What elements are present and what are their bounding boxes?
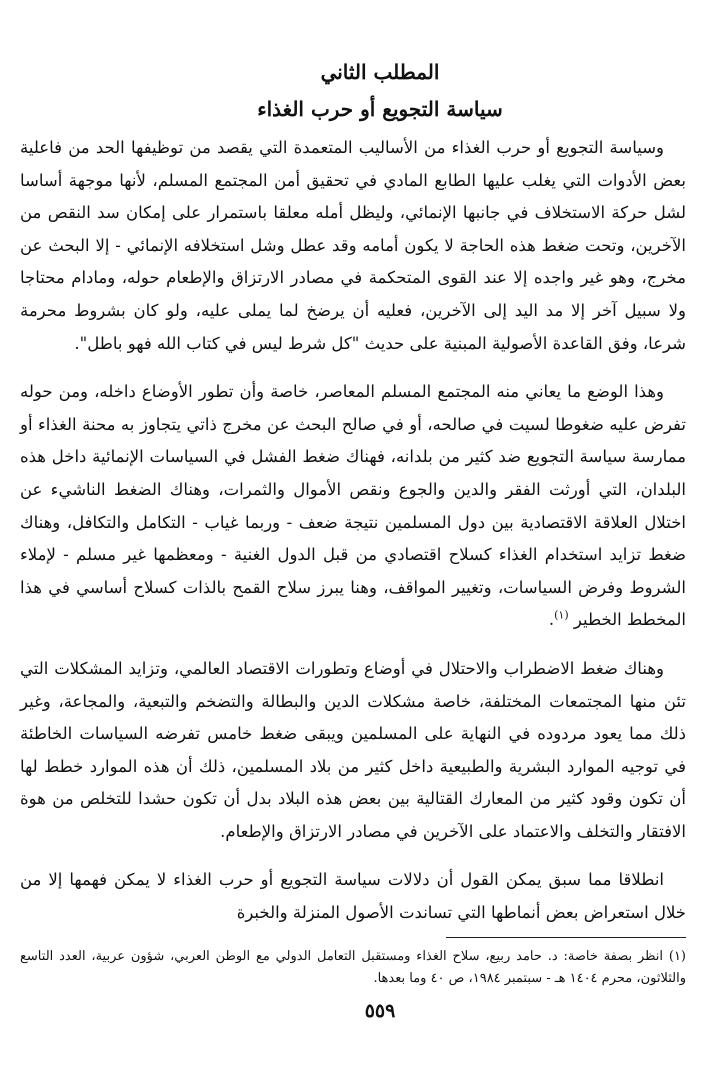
body-text	[20, 132, 686, 930]
paragraph-4: انطلاقا مما سبق يمكن القول أن دلالات سياسة التجويع أو حرب الغذاء لا يمكن فهمها إلا من خلال استعراض بعض أنماطها التي تساندت الأصول المنزلة والخبرة	[20, 870, 686, 923]
footnote-marker: (١)	[554, 608, 569, 622]
page-number: ٥٥٩	[364, 1000, 396, 1022]
footnote: (١) انظر بصفة خاصة: د. حامد ربيع، سلاح الغذاء ومستقبل التعامل الدولي مع الوطن العربي، شؤون عربية، العدد التاسع والثلاثون، محرم ١٤٠٤ هـ - سبتمبر ١٩٨٤، ص ٤٠ وما بعدها.	[20, 949, 686, 986]
footnote-divider	[446, 937, 686, 938]
paragraph-3: وهناك ضغط الاضطراب والاحتلال في أوضاع وتطورات الاقتصاد العالمي، وتزايد المشكلات التي تئن منها المجتمعات المختلفة، خاصة مشكلات الدين والبطالة والتضخم والتبعية، والمجاعة، وغير ذلك مما يعود مردوده في النهاية على المسلمين ويبقى ضغط خامس تفرضه السياسات الخاطئة في توجيه الموارد البشرية والطبيعية داخل كثير من بلاد المسلمين، ذلك أن هذه الموارد خطط لها أن تكون وقود كثير من المعارك القتالية بين بعض هذه البلاد بدل أن تكون حشدا للتخلص من هوة الافتقار والتخلف والاعتماد على الآخرين في مصادر الارتزاق والإطعام.	[20, 658, 686, 841]
section-title: سياسة التجويع أو حرب الغذاء	[257, 97, 503, 121]
paragraph-1: وسياسة التجويع أو حرب الغذاء من الأساليب المتعمدة التي يقصد من توظيفها الحد من فاعلية بعض الأدوات التي يغلب عليها الطابع المادي في تحقيق أمن المجتمع المسلم، لأنها موجهة أساسا لشل حركة الاستخلاف في جانبها الإنمائي، وليظل أمله معلقا باستمرار على إمكان سد النقص من الآخرين، وتحت ضغط هذه الحاجة لا يكون أمامه وقد عطل وشل استخلافه الإنمائي - إلا البحث عن مخرج، وهو غير واجده إلا عند القوى المتحكمة في مصادر الارتزاق والإطعام حوله، ومادام محتاجا ولا سبيل آخر إلا مد اليد إلى الآخرين، فعليه أن يرضخ لما يملى عليه، ولو كان بشروط محرمة شرعا، وفق القاعدة الأصولية المبنية على حديث "كل شرط ليس في كتاب الله فهو باطل".	[20, 138, 686, 353]
section-label: المطلب الثاني	[320, 60, 440, 84]
paragraph-2-text: وهذا الوضع ما يعاني منه المجتمع المسلم المعاصر، خاصة وأن تطور الأوضاع داخله، ومن حوله تفرض عليه ضغوطا لسيت في صالحه، أو في صالح البحث عن مخرج ذاتي يتجاوز به محنة الغذاء أو ممارسة سياسة التجويع ضد كثير من بلدانه، فهناك ضغط الفشل في السياسات الإنمائية داخل هذه البلدان، التي أورثت الفقر والدين والجوع ونقص الأموال والثمرات، وهناك الضغط الناشيء عن اختلال العلاقة الاقتصادية بين دول المسلمين نتيجة ضعف - وربما غياب - التكامل والتكافل، وهناك ضغط تزايد استخدام الغذاء كسلاح اقتصادي من قبل الدول الغنية - ومعظمها غير مسلم - لإملاء الشروط وفرض السياسات، وتغيير المواقف، وهنا يبرز سلاح القمح بالذات كسلاح أساسي في هذا المخطط الخطير	[20, 382, 686, 630]
paragraph-2: وهذا الوضع ما يعاني منه المجتمع المسلم المعاصر، خاصة وأن تطور الأوضاع داخله، ومن حوله تفرض عليه ضغوطا لسيت في صالحه، أو في صالح البحث عن مخرج ذاتي يتجاوز به محنة الغذاء أو ممارسة سياسة التجويع ضد كثير من بلدانه، فهناك ضغط الفشل في السياسات الإنمائية داخل هذه البلدان، التي أورثت الفقر والدين والجوع ونقص الأموال والثمرات، وهناك الضغط الناشيء عن اختلال العلاقة الاقتصادية بين دول المسلمين نتيجة ضعف - وربما غياب - التكامل والتكافل، وهناك ضغط تزايد استخدام الغذاء كسلاح اقتصادي من قبل الدول الغنية - ومعظمها غير مسلم - لإملاء الشروط وفرض السياسات، وتغيير المواقف، وهنا يبرز سلاح القمح بالذات كسلاح أساسي في هذا المخطط الخطير $^{(١)}$.	[20, 382, 686, 630]
